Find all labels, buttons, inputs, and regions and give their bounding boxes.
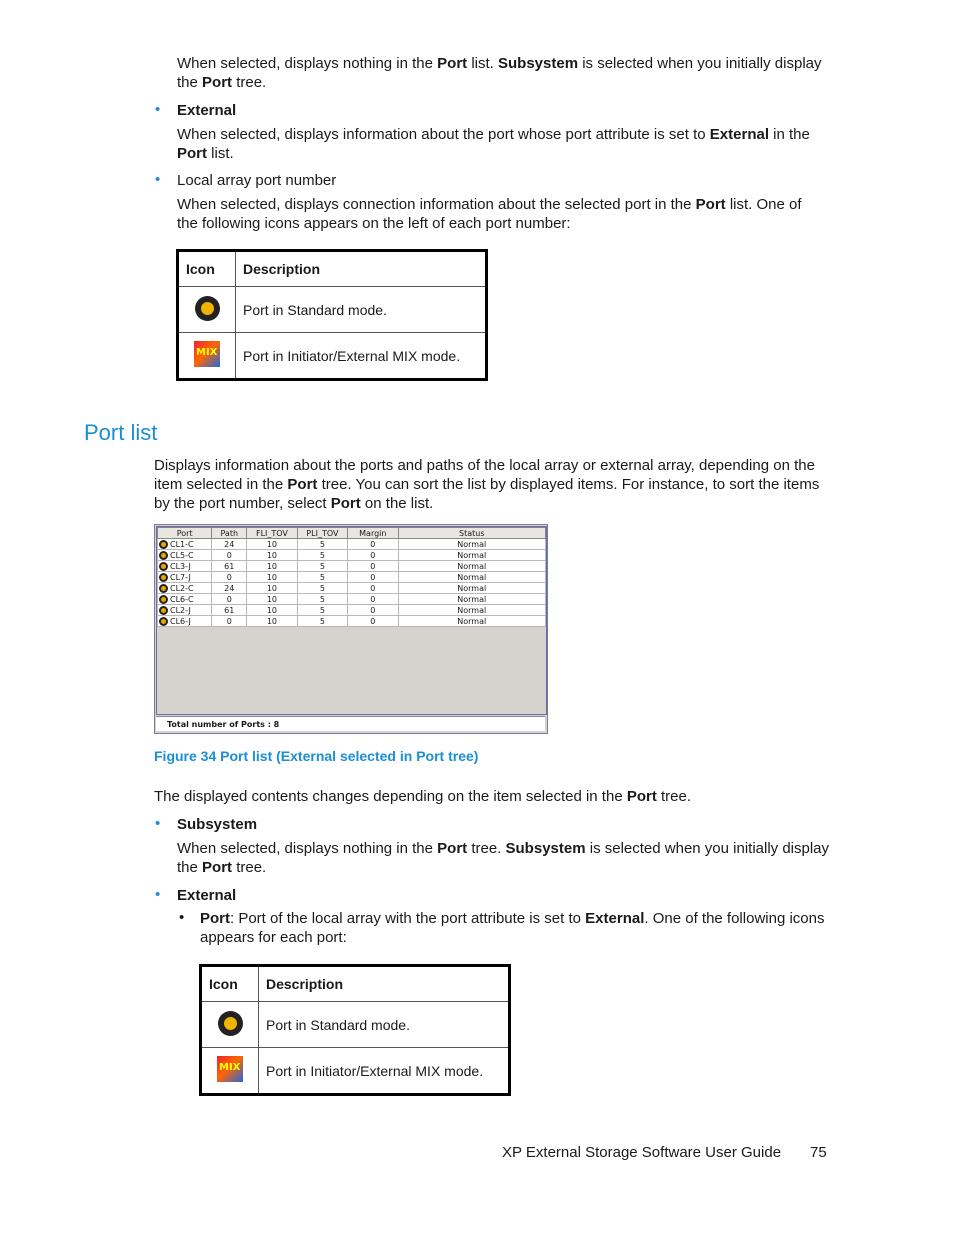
table-cell: 10 bbox=[247, 594, 297, 605]
table-row[interactable] bbox=[158, 561, 546, 572]
standard-port-icon bbox=[159, 551, 168, 560]
external-label-2: External bbox=[177, 887, 237, 904]
table-row[interactable] bbox=[158, 550, 546, 561]
table-row[interactable] bbox=[158, 616, 546, 627]
table-cell: 10 bbox=[247, 605, 297, 616]
table-row[interactable] bbox=[158, 594, 546, 605]
table-cell: Normal bbox=[398, 616, 545, 627]
port-cell bbox=[158, 616, 212, 627]
table-cell: Normal bbox=[398, 572, 545, 583]
standard-port-icon bbox=[159, 584, 168, 593]
table-cell: 0 bbox=[212, 594, 247, 605]
description-mix: Port in Initiator/External MIX mode. bbox=[259, 1048, 510, 1095]
port-list-figure bbox=[154, 524, 548, 734]
table-cell: 61 bbox=[212, 561, 247, 572]
intro-paragraph-2: When selected, displays information about the port whose port attribute is set to External in the Port list. bbox=[177, 126, 810, 162]
table-cell: 0 bbox=[348, 572, 398, 583]
section-heading: Port list bbox=[84, 420, 158, 445]
icon-table-1 bbox=[176, 249, 488, 381]
column-header[interactable]: FLI_TOV bbox=[247, 528, 297, 539]
table-cell: 0 bbox=[348, 539, 398, 550]
table-cell: 5 bbox=[297, 594, 347, 605]
total-ports: Total number of Ports : 8 bbox=[156, 716, 545, 731]
table-row[interactable] bbox=[158, 605, 546, 616]
mix-port-icon: MIX bbox=[217, 1056, 243, 1082]
port-id: CL1-C bbox=[170, 539, 194, 549]
description-standard: Port in Standard mode. bbox=[259, 1002, 510, 1048]
port-id: CL2-J bbox=[170, 605, 191, 615]
bullet-icon: • bbox=[155, 886, 161, 903]
column-header[interactable]: Port bbox=[158, 528, 212, 539]
port-cell bbox=[158, 539, 212, 550]
table-cell: 10 bbox=[247, 616, 297, 627]
column-header[interactable]: Margin bbox=[348, 528, 398, 539]
bullet-icon: • bbox=[155, 101, 161, 118]
table-cell: 0 bbox=[348, 583, 398, 594]
intro-paragraph-3: When selected, displays connection information about the selected port in the Port list. One of the following icons appears on the left of each port number: bbox=[177, 196, 802, 232]
table-cell: 0 bbox=[348, 594, 398, 605]
table-cell: 0 bbox=[212, 550, 247, 561]
description-mix: Port in Initiator/External MIX mode. bbox=[236, 333, 487, 380]
bullet-icon: • bbox=[155, 815, 161, 832]
table-cell: 24 bbox=[212, 539, 247, 550]
subsystem-paragraph: When selected, displays nothing in the Port tree. Subsystem is selected when you initially display the Port tree. bbox=[177, 840, 830, 876]
external-label: External bbox=[177, 102, 237, 119]
table-row[interactable] bbox=[158, 539, 546, 550]
table-cell: 0 bbox=[348, 605, 398, 616]
standard-port-icon bbox=[195, 296, 220, 321]
column-header[interactable]: PLI_TOV bbox=[297, 528, 347, 539]
table-cell: 0 bbox=[348, 616, 398, 627]
port-cell bbox=[158, 594, 212, 605]
table-cell: 0 bbox=[348, 561, 398, 572]
external-paragraph: Port: Port of the local array with the port attribute is set to External. One of the following icons appears for each port: bbox=[200, 910, 825, 946]
subsystem-label: Subsystem bbox=[177, 816, 258, 833]
local-array-label: Local array port number bbox=[177, 172, 337, 189]
table-cell: Normal bbox=[398, 605, 545, 616]
standard-port-icon bbox=[159, 617, 168, 626]
after-paragraph: The displayed contents changes depending on the item selected in the Port tree. bbox=[154, 788, 692, 805]
port-list-table bbox=[157, 527, 546, 627]
table-cell: 10 bbox=[247, 539, 297, 550]
footer-title: XP External Storage Software User Guide bbox=[502, 1144, 782, 1161]
column-header[interactable]: Status bbox=[398, 528, 545, 539]
table-cell: 10 bbox=[247, 550, 297, 561]
intro-paragraph-1: When selected, displays nothing in the Port list. Subsystem is selected when you initially display the Port tree. bbox=[177, 55, 822, 91]
port-cell bbox=[158, 583, 212, 594]
standard-port-icon bbox=[159, 606, 168, 615]
port-id: CL5-C bbox=[170, 550, 194, 560]
standard-port-icon bbox=[159, 540, 168, 549]
table-cell: 5 bbox=[297, 583, 347, 594]
standard-port-icon bbox=[159, 573, 168, 582]
port-id: CL3-J bbox=[170, 561, 191, 571]
bullet-icon: • bbox=[155, 171, 161, 188]
port-id: CL2-C bbox=[170, 583, 194, 593]
table-cell: Normal bbox=[398, 550, 545, 561]
standard-port-icon bbox=[218, 1011, 243, 1036]
table-cell: Normal bbox=[398, 561, 545, 572]
table-cell: Normal bbox=[398, 539, 545, 550]
table-cell: Normal bbox=[398, 594, 545, 605]
table-cell: 61 bbox=[212, 605, 247, 616]
standard-port-icon bbox=[159, 595, 168, 604]
page-number: 75 bbox=[810, 1144, 827, 1161]
table-cell: 0 bbox=[212, 616, 247, 627]
port-cell bbox=[158, 561, 212, 572]
header-description: Description bbox=[236, 251, 487, 287]
table-cell: 10 bbox=[247, 583, 297, 594]
figure-caption: Figure 34 Port list (External selected in Port tree) bbox=[154, 748, 479, 764]
table-row[interactable] bbox=[158, 583, 546, 594]
table-cell: 0 bbox=[348, 550, 398, 561]
port-cell bbox=[158, 572, 212, 583]
table-cell: 5 bbox=[297, 572, 347, 583]
port-id: CL6-J bbox=[170, 616, 191, 626]
icon-table-2 bbox=[199, 964, 511, 1096]
header-icon: Icon bbox=[178, 251, 236, 287]
port-id: CL7-J bbox=[170, 572, 191, 582]
description-standard: Port in Standard mode. bbox=[236, 287, 487, 333]
header-description: Description bbox=[259, 966, 510, 1002]
table-cell: 5 bbox=[297, 550, 347, 561]
header-icon: Icon bbox=[201, 966, 259, 1002]
port-list-panel bbox=[156, 526, 547, 715]
port-id: CL6-C bbox=[170, 594, 194, 604]
table-cell: 10 bbox=[247, 561, 297, 572]
table-cell: 10 bbox=[247, 572, 297, 583]
standard-port-icon bbox=[159, 562, 168, 571]
table-cell: 5 bbox=[297, 605, 347, 616]
table-cell: Normal bbox=[398, 583, 545, 594]
sub-bullet-icon: • bbox=[179, 909, 185, 926]
table-cell: 5 bbox=[297, 616, 347, 627]
table-row[interactable] bbox=[158, 572, 546, 583]
table-cell: 0 bbox=[212, 572, 247, 583]
port-cell bbox=[158, 550, 212, 561]
column-header[interactable]: Path bbox=[212, 528, 247, 539]
table-cell: 5 bbox=[297, 561, 347, 572]
section-paragraph: Displays information about the ports and paths of the local array or external array, depending on the item selected in the Port tree. You can sort the list by displayed items. For instance, to sort the items by the port number, select Port on the list. bbox=[154, 457, 820, 512]
table-cell: 5 bbox=[297, 539, 347, 550]
port-cell bbox=[158, 605, 212, 616]
table-cell: 24 bbox=[212, 583, 247, 594]
mix-port-icon: MIX bbox=[194, 341, 220, 367]
